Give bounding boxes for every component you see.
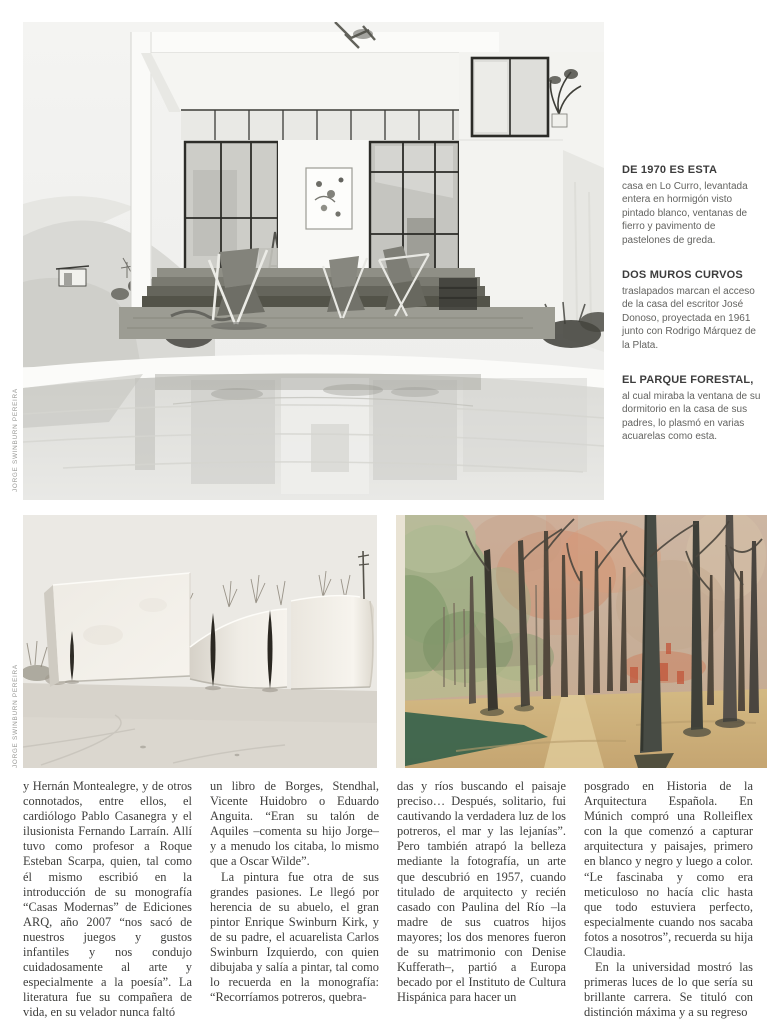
article-paragraph: posgrado en Historia de la Arquitectura Española. En Múnich compró una Rolleiflex con la que comenzó a capturar arquitectura y paisajes, primero en blanco y negro y luego a color. “Le fascinaba y como era meticuloso no hacía clic hasta que todo estuviera perfecto, especialmente cuando nos sacaba fotos a nosotros”, recuerda su hija Claudia. [584,779,753,960]
article-column-1 [23,779,192,1021]
article-body [23,779,753,1020]
caption-body: al cual miraba la ventana de su dormitorio en la casa de sus padres, lo plasmó en varias acuarelas como esta. [622,391,761,443]
casa-lo-curro-pool-photo [23,22,604,500]
article-paragraph: das y ríos buscando el paisaje preciso… Después, solitario, fui cautivando la verdadera luz de los potreros, el mar y las lejanías”. Pero también atrapó la belleza mediante la fotografía, un arte que descubrió en 1957, cuando titulado de arquitecto y recién casado con Paulina del Río –la madre de sus cuatros hijos mayores; los dos menores fueron de su matrimonio con Denise Kufferath–, partió a Europa becado por el Instituto de Cultura Hispánica para hacer un [397,779,566,1005]
caption-lead: DOS MUROS CURVOS [622,269,743,282]
caption-dos-muros [622,268,762,352]
article-paragraph: La pintura fue otra de sus grandes pasiones. Le llegó por herencia de su abuelo, el gran pintor Enrique Swinburn Kirk, y de su padre, el acuarelista Carlos Swinburn Izquierdo, con quien dibujaba y salía a pintar, tal como lo recuerda en la monografía: “Recorríamos potreros, quebra- [210,869,379,1005]
caption-body: traslapados marcan el acceso de la casa del escritor José Donoso, proyectada en 1961 junto con Rodrigo Márquez de la Plata. [622,286,756,351]
article-paragraph: En la universidad mostró las primeras luces de lo que sería su brillante carrera. Se tituló con distinción máxima y a su regreso [584,960,753,1020]
photo-credit-vertical: JORGE SWINBURN PEREIRA [12,664,19,768]
caption-de-1970 [622,163,762,247]
photo-credit-vertical: JORGE SWINBURN PEREIRA [12,388,19,492]
article-column-3 [397,779,566,1021]
caption-lead: DE 1970 ES ESTA [622,164,718,176]
parque-forestal-watercolor [396,515,767,768]
caption-parque-forestal [622,373,762,444]
article-column-4 [584,779,753,1021]
casa-donoso-curved-walls-photo [23,515,377,768]
article-paragraph: un libro de Borges, Stendhal, Vicente Huidobro o Eduardo Anguita. “Eran su talón de Aquiles –comenta su hijo Jorge– y a menudo los citaba, lo mismo que a Oscar Wilde”. [210,779,379,869]
article-paragraph: y Hernán Montealegre, y de otros connotados, entre ellos, el cardiólogo Pablo Casanegra y el ilusionista Fernando Larraín. Allí tuvo como profesor a Roque Esteban Scarpa, quien, tal como él mismo escribió en la introducción de su monografía “Casas Modernas” de Ediciones ARQ, año 2007 “nos sacó de nuestros juegos y gustos infantiles y nos condujo cuidadosamente al arte y especialmente a la poesía”. La literatura fue su compañera de vida, en su velador nunca faltó [23,779,192,1020]
caption-column [622,163,762,465]
caption-body: casa en Lo Curro, levantada entera en hormigón visto pintado blanco, ventanas de fierro y pavimento de pastelones de greda. [622,181,748,246]
article-column-2 [210,779,379,1021]
caption-lead: EL PARQUE FORESTAL, [622,374,754,387]
